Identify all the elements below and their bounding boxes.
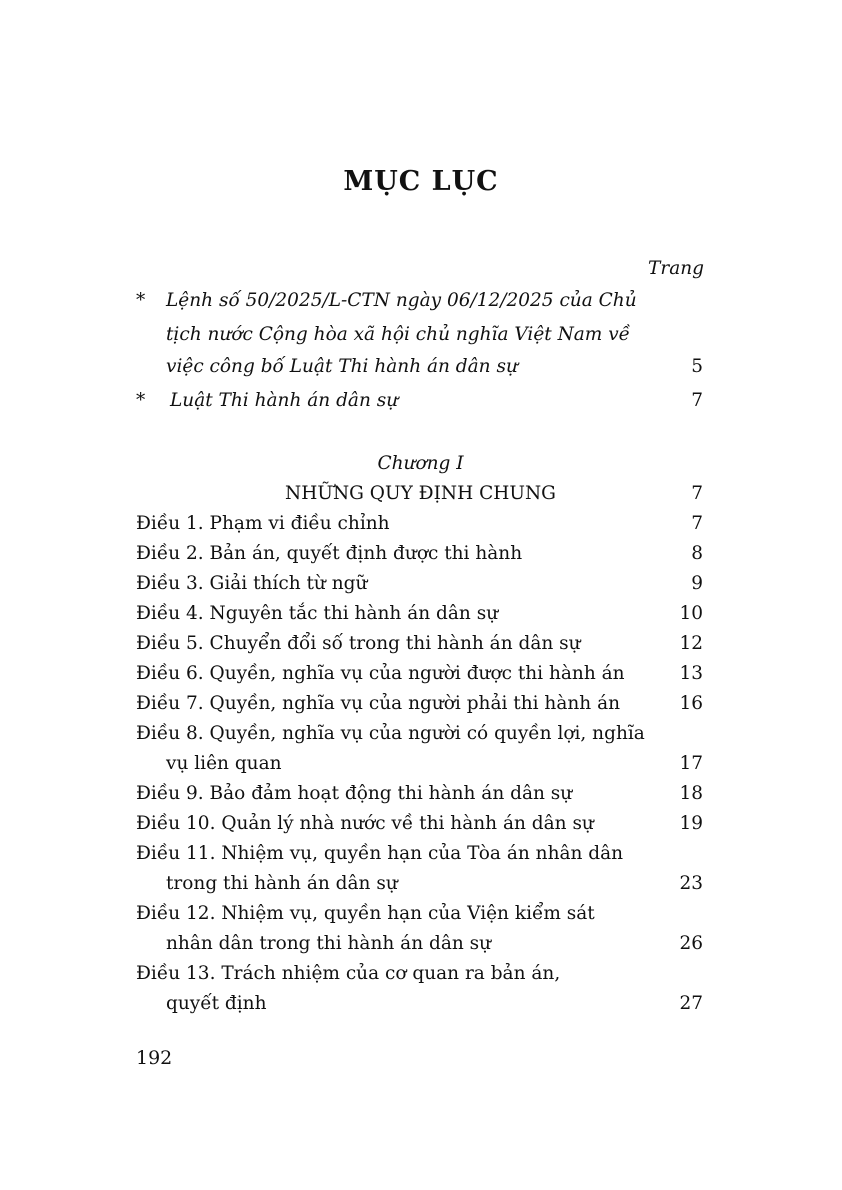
article-title: Điều 1. Phạm vi điều chỉnh	[136, 513, 390, 534]
toc-article-10	[136, 809, 705, 839]
toc-article-13-line-1	[136, 959, 705, 989]
page-number-ref: 13	[679, 663, 703, 684]
page-number-ref: 7	[691, 513, 703, 534]
page-number-ref: 16	[679, 693, 703, 714]
toc-article-6	[136, 659, 705, 689]
article-title: Điều 4. Nguyên tắc thi hành án dân sự	[136, 603, 499, 624]
page-column-header: Trang	[648, 258, 704, 279]
page-number-ref: 5	[691, 356, 703, 377]
intro-entry-text: Luật Thi hành án dân sự	[170, 390, 399, 411]
toc-article-4	[136, 599, 705, 629]
toc-article-8-line-1	[136, 719, 705, 749]
toc-article-12-line-1	[136, 899, 705, 929]
intro-entry-1-line-3	[136, 352, 705, 382]
article-title: Điều 5. Chuyển đổi số trong thi hành án dân sự	[136, 633, 581, 654]
toc-article-3	[136, 569, 705, 599]
toc-article-13-line-2	[136, 989, 705, 1019]
bullet-star-icon: *	[136, 290, 146, 311]
footer-page-number: 192	[136, 1047, 173, 1069]
article-title: Điều 7. Quyền, nghĩa vụ của người phải thi hành án	[136, 693, 621, 714]
article-title-continued: trong thi hành án dân sự	[166, 873, 398, 894]
page-number-ref: 12	[679, 633, 703, 654]
page-number-ref: 18	[679, 783, 703, 804]
article-title-continued: quyết định	[166, 993, 267, 1014]
article-title: Điều 9. Bảo đảm hoạt động thi hành án dân sự	[136, 783, 573, 804]
page-number-ref: 7	[691, 483, 703, 504]
article-title: Điều 3. Giải thích từ ngữ	[136, 573, 368, 594]
page-title: MỤC LỤC	[343, 166, 499, 197]
intro-entry-2	[136, 386, 705, 416]
page-number-ref: 9	[691, 573, 703, 594]
toc-article-12-line-2	[136, 929, 705, 959]
chapter-title: NHỮNG QUY ĐỊNH CHUNG	[285, 483, 556, 504]
article-title: Điều 12. Nhiệm vụ, quyền hạn của Viện kiểm sát	[136, 903, 595, 924]
chapter-label: Chương I	[377, 453, 464, 474]
toc-article-11-line-2	[136, 869, 705, 899]
toc-article-7	[136, 689, 705, 719]
article-title: Điều 2. Bản án, quyết định được thi hành	[136, 543, 523, 564]
intro-entry-text: việc công bố Luật Thi hành án dân sự	[166, 356, 518, 377]
intro-entry-1-line-1	[136, 286, 705, 316]
article-title: Điều 8. Quyền, nghĩa vụ của người có quyền lợi, nghĩa	[136, 723, 645, 744]
chapter-title-row	[136, 479, 705, 509]
toc-article-9	[136, 779, 705, 809]
intro-entry-text: tịch nước Cộng hòa xã hội chủ nghĩa Việt Nam về	[166, 324, 631, 345]
toc-article-8-line-2	[136, 749, 705, 779]
page-number-ref: 27	[679, 993, 703, 1014]
page-number-ref: 23	[679, 873, 703, 894]
page-number-ref: 19	[679, 813, 703, 834]
toc-article-11-line-1	[136, 839, 705, 869]
page-number-ref: 26	[679, 933, 703, 954]
article-title-continued: nhân dân trong thi hành án dân sự	[166, 933, 492, 954]
bullet-star-icon: *	[136, 390, 146, 411]
page-number-ref: 10	[679, 603, 703, 624]
toc-article-2	[136, 539, 705, 569]
page-number-ref: 8	[691, 543, 703, 564]
intro-entry-1-line-2	[136, 320, 705, 350]
page-number-ref: 7	[691, 390, 703, 411]
page-number-ref: 17	[679, 753, 703, 774]
toc-article-5	[136, 629, 705, 659]
article-title: Điều 13. Trách nhiệm của cơ quan ra bản án,	[136, 963, 561, 984]
article-title: Điều 11. Nhiệm vụ, quyền hạn của Tòa án nhân dân	[136, 843, 624, 864]
article-title: Điều 10. Quản lý nhà nước về thi hành án dân sự	[136, 813, 594, 834]
toc-article-1	[136, 509, 705, 539]
article-title: Điều 6. Quyền, nghĩa vụ của người được thi hành án	[136, 663, 625, 684]
article-title-continued: vụ liên quan	[166, 753, 282, 774]
intro-entry-text: Lệnh số 50/2025/L-CTN ngày 06/12/2025 của Chủ	[166, 290, 637, 311]
